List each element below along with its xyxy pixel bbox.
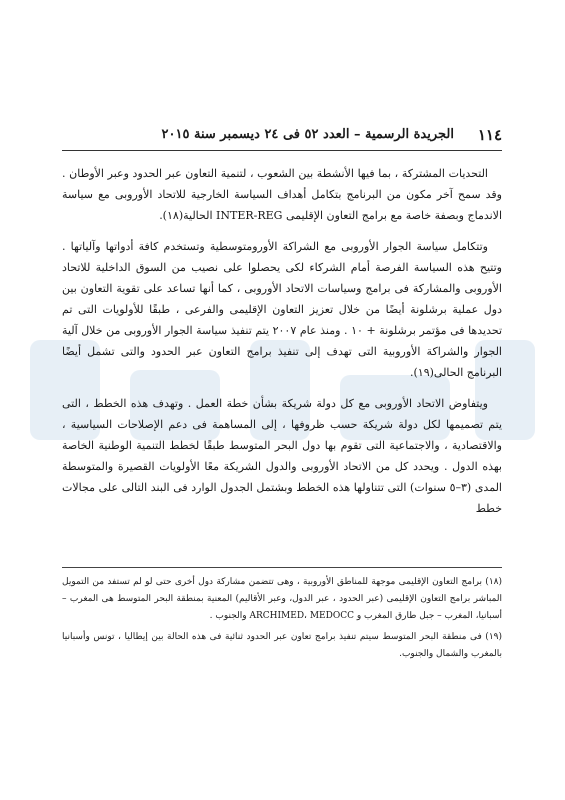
paragraph-1: التحديات المشتركة ، بما فيها الأنشطة بين الشعوب ، لتنمية التعاون عبر الحدود وعبر الأوطان . وقد سمح آخر مكون من البرنامج بتكامل أهداف السياسة الخارجية للاتحاد الأوروبى مع سياسة الاندماج وبصفة خاصة مع برامج التعاون الإقليمى INTER-REG الحالية(١٨).: [62, 167, 502, 222]
footnote-divider: [62, 567, 502, 568]
paragraph-2: وتتكامل سياسة الجوار الأوروبى مع الشراكة الأورومتوسطية وتستخدم كافة أدواتها وآلياتها . وتتيح هذه السياسة الفرصة أمام الشركاء لكى يحصلوا على نصيب من السوق الداخلية للاتحاد الأوروبى والمشاركة فى برامج وسياسات الاتحاد الأوروبى ، كما أنها تساعد على تقوية التعاون بين دول عملية برشلونة أيضًا من خلال تعزيز التعاون الإقليمى والفرعى ، طبقًا للأولويات التى تم تحديدها فى مؤتمر برشلونة + ١٠ . ومنذ عام ٢٠٠٧ يتم تنفيذ سياسة الجوار الأوروبى من خلال آلية الجوار والشراكة الأوروبية التى تهدف إلى تنفيذ برامج التعاون عبر الحدود والتى تشمل أيضًا البرنامج الحالى(١٩).: [62, 240, 503, 379]
footnote-18: (١٨) برامج التعاون الإقليمى موجهة للمناطق الأوروبية ، وهى تتضمن مشاركة دول أخرى حتى لو لم تستفد من التمويل المباشر برامج التعاون الإقليمى (عبر الحدود ، عبر الدول، وعبر الأقاليم) المعنية بمنطقة البحر المتوسط هى المغرب – أسبانيا، المغرب – جبل طارق المغرب و ARCHIMED، MEDOCC والجنوب .: [62, 577, 502, 621]
paragraph-3: ويتفاوض الاتحاد الأوروبى مع كل دولة شريكة بشأن خطة العمل . وتهدف هذه الخطط ، التى يتم تصميمها لكل دولة شريكة حسب ظروفها ، إلى المساهمة فى دعم الإصلاحات السياسية ، والاقتصادية ، والاجتماعية التى تقوم بها دول البحر المتوسط طبقًا لخطط التنمية الوطنية الخاصة بهذه الدول . ويحدد كل من الاتحاد الأوروبى والدول الشريكة معًا الأولويات القصيرة والمتوسطة المدى (٣–٥ سنوات) التى تتناولها هذه الخطط وبشتمل الجدول الوارد فى البند التالى على مجالات خطط: [62, 397, 502, 515]
page-number: ١١٤: [477, 126, 502, 144]
header-divider: [62, 150, 502, 151]
page-header: [62, 126, 502, 148]
footnotes: [62, 574, 502, 667]
footnote-19: (١٩) فى منطقة البحر المتوسط سيتم تنفيذ برامج تعاون عبر الحدود ثنائية فى هذه الحالة بين إيطاليا ، تونس وأسبانيا بالمغرب والشمال والجنوب.: [62, 632, 502, 659]
publication-title: الجريدة الرسمية – العدد ٥٢ فى ٢٤ ديسمبر سنة ٢٠١٥: [161, 127, 454, 142]
body-text: [62, 163, 502, 529]
